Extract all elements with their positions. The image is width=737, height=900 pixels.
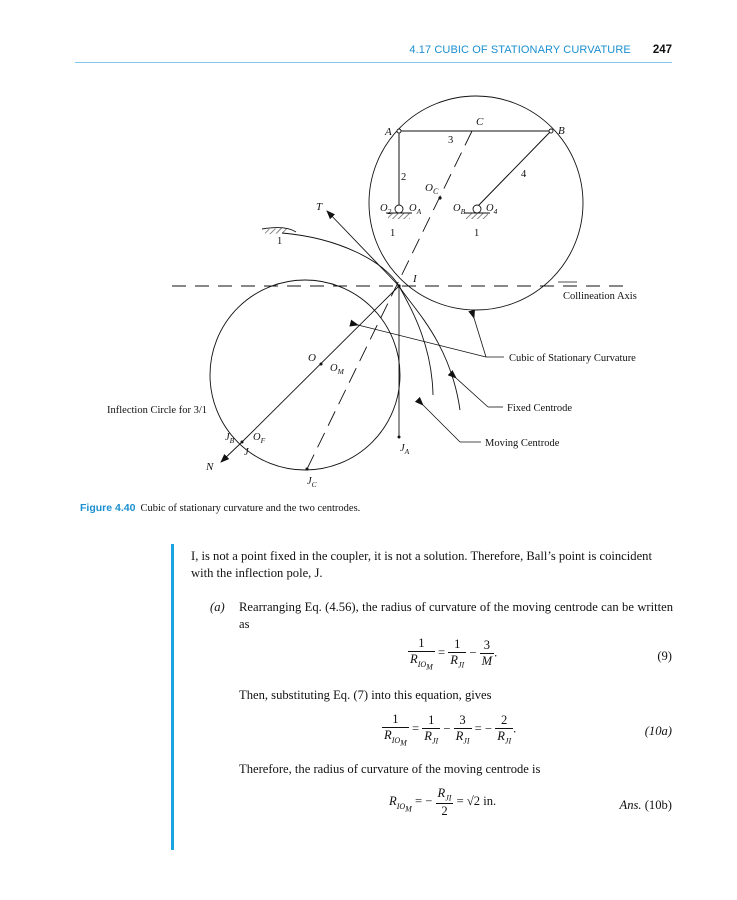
inflection-circle [210,280,400,470]
label-OA: $O_A$ [409,203,422,216]
item-a-text: Rearranging Eq. (4.56), the radius of curvature of the moving centrode can be written as [239,600,673,631]
pin-A [397,129,401,133]
equation-9: $\frac{1}{R_{IO_M}}$ = $\frac{1}{R_{JI}}$ − $\frac{3}{M}$ . [410,636,498,672]
point-OC [438,196,441,199]
section-title: 4.17 CUBIC OF STATIONARY CURVATURE [409,44,631,56]
label-link4: 4 [521,169,527,180]
equation-9-number: (9) [657,649,672,663]
label-A: A [385,126,392,138]
callout-collineation-axis: Collineation Axis [563,291,637,302]
moving-centrode-curve [399,286,433,395]
label-OB: $O_B$ [453,203,466,216]
upper-circle [369,96,583,310]
caption-text: Cubic of stationary curvature and the two centrodes. [140,503,361,514]
then-text: Then, substituting Eq. (7) into this equation, gives [239,688,492,702]
equation-10a: $\frac{1}{R_{IO_M}}$ = $\frac{1}{R_{JI}}$ − $\frac{3}{R_{JI}}$ = − $\frac{2}{R_{JI}}$ . [384,712,517,748]
label-OC: $O_C$ [425,182,439,196]
point-JC [306,468,309,471]
label-ground-left: 1 [390,228,396,239]
label-one-left: 1 [277,236,283,247]
point-J [241,441,244,444]
fixed-centrode-curve [282,233,460,410]
label-O2: $O_2$ [380,203,392,216]
equation-10b-number: Ans. (10b) [619,798,672,812]
callout-inflection-circle: Inflection Circle for 3/1 [107,405,208,416]
para1-line1: I, is not a point fixed in the coupler, it is not a solution. Therefore, Ball’s point is coincident [191,549,652,563]
T-arrow [327,211,399,286]
label-link3: 3 [448,135,454,146]
point-I [397,284,400,287]
label-T: T [316,201,323,213]
label-OF: $O_F$ [253,432,266,445]
callout-cubic: Cubic of Stationary Curvature [509,353,636,364]
callout-fixed-centrode: Fixed Centrode [507,403,573,414]
label-B: B [558,125,565,137]
equation-10b: $R_{IO_M}$ = − $\frac{R_{JI}}{2}$ = √2 in. [389,786,497,818]
label-JB: $J_B$ [225,432,235,445]
pivot-O4 [473,205,481,213]
label-I: I [413,273,417,285]
item-a-label: (a) [210,600,225,614]
label-JA: $J_A$ [400,443,410,456]
label-O: O [308,352,316,364]
figure-number: Figure 4.40 [80,502,136,514]
label-ground-right: 1 [474,228,480,239]
label-O4: $O_4$ [486,203,498,216]
ground-right [466,213,488,219]
label-JC: $J_C$ [307,476,317,489]
solution-sidebar-rule [171,544,174,850]
therefore-text: Therefore, the radius of curvature of the moving centrode is [239,762,541,776]
figure-caption [80,502,360,514]
equation-10a-number: (10a) [644,724,672,738]
para1-line2: with the inflection pole, J. [191,566,323,580]
label-J: J [244,447,249,458]
point-O [320,363,323,366]
page-number: 247 [652,44,672,56]
pivot-O2 [395,205,403,213]
label-N: N [206,461,214,473]
label-OM: $O_M$ [330,363,344,376]
N-arrow [221,442,242,462]
point-JA [398,436,401,439]
link-4 [477,131,551,207]
callout-moving-centrode: Moving Centrode [485,438,560,449]
label-link2: 2 [401,172,407,183]
label-C: C [476,116,484,128]
pin-B [549,129,553,133]
